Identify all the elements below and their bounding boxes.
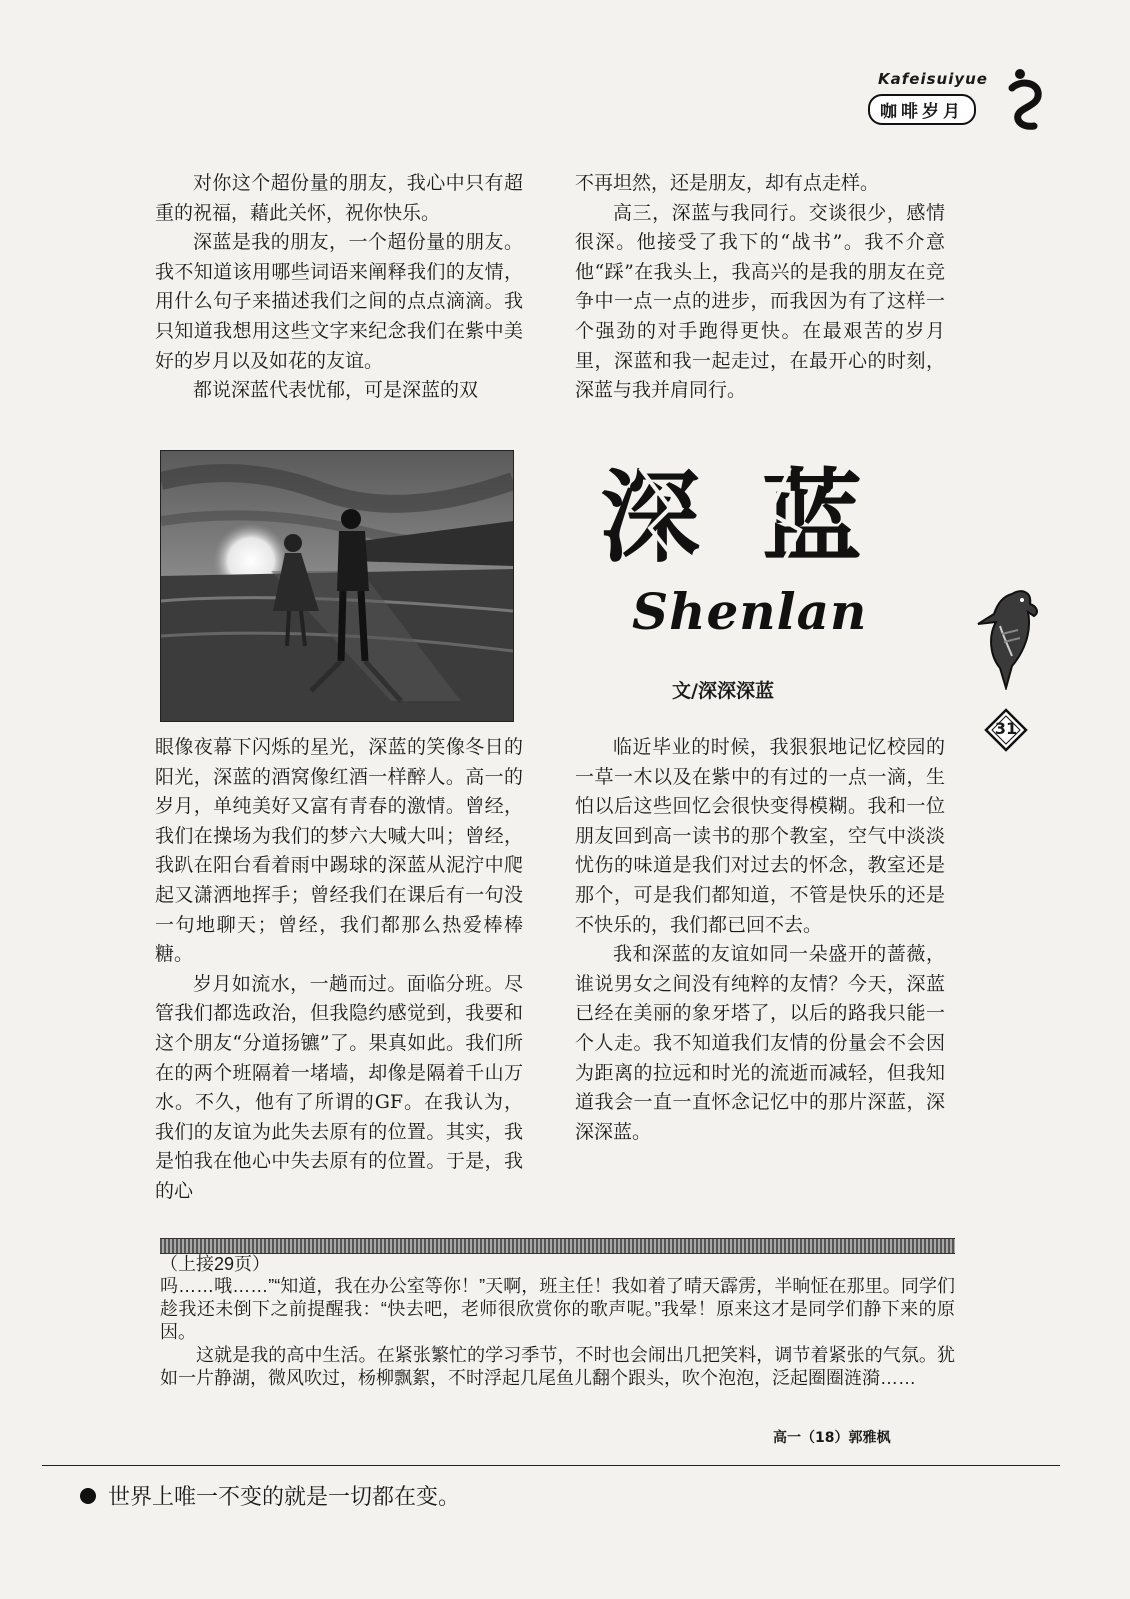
column-name-romanized: Kafeisuiyue xyxy=(878,70,988,88)
column-name-badge: 咖啡岁月 xyxy=(868,94,976,125)
paragraph: 都说深蓝代表忧郁，可是深蓝的双 xyxy=(193,379,479,402)
author-signature: 高一（18）郭雅枫 xyxy=(773,1430,891,1446)
coffee-cup-logo-icon xyxy=(1006,66,1046,132)
footer-motto: 世界上唯一不变的就是一切都在变。 xyxy=(108,1484,461,1509)
paragraph: 深蓝是我的朋友，一个超份量的朋友。我不知道该用哪些词语来阐释我们的友情，用什么句子来描述我们之间的点点滴滴。我只知道我想用这些文字来纪念我们在紫中美好的岁月以及如花的友谊。 xyxy=(155,231,523,372)
paragraph: 岁月如流水，一趟而过。面临分班。尽管我们都选政治，但我隐约感觉到，我要和这个朋友“分道扬镳”了。果真如此。我们所在的两个班隔着一堵墙，却像是隔着千山万水。不久，他有了所谓的GF。在我认为，我们的友谊为此失去原有的位置。其实，我是怕我在他心中失去原有的位置。于是，我的心 xyxy=(155,972,523,1202)
paragraph: 这就是我的高中生活。在紧张繁忙的学习季节，不时也会闹出几把笑料，调节着紧张的气氛。犹如一片静湖，微风吹过，杨柳飘絮，不时浮起几尾鱼儿翻个跟头，吹个泡泡，泛起圈圈涟漪…… xyxy=(160,1345,955,1388)
article-left-column-top xyxy=(155,169,523,406)
article-title-romanized: Shenlan xyxy=(632,582,868,641)
page-number: 31 xyxy=(994,719,1018,738)
illustration-photo xyxy=(160,450,514,722)
paragraph: 不再坦然，还是朋友，却有点走样。 xyxy=(575,172,880,194)
continued-article xyxy=(160,1275,955,1390)
title-crack-decoration xyxy=(600,468,860,578)
paragraph: 对你这个超份量的朋友，我心中只有超重的祝福，藉此关怀，祝你快乐。 xyxy=(155,172,523,224)
article-left-column-bottom xyxy=(155,733,523,1207)
footer-rule xyxy=(42,1465,1060,1466)
article-right-column-top xyxy=(575,169,945,406)
paragraph: 吗……哦……”“知道，我在办公室等你！”天啊，班主任！我如着了晴天霹雳，半晌怔在那里。同学们趁我还未倒下之前提醒我：“快去吧，老师很欣赏你的歌声呢。”我晕！原来这才是同学们静下来的原因。 xyxy=(160,1276,955,1342)
bullet-icon xyxy=(80,1488,96,1504)
bird-icon xyxy=(972,586,1044,690)
paragraph: 眼像夜幕下闪烁的星光，深蓝的笑像冬日的阳光，深蓝的酒窝像红酒一样醉人。高一的岁月，单纯美好又富有青春的激情。曾经，我们在操场为我们的梦六大喊大叫；曾经，我趴在阳台看着雨中踢球的深蓝从泥泞中爬起又潇洒地挥手；曾经我们在课后有一句没一句地聊天；曾经，我们都那么热爱棒棒糖。 xyxy=(155,736,523,966)
continued-from-tag: （上接29页） xyxy=(160,1254,271,1274)
paragraph: 临近毕业的时候，我狠狠地记忆校园的一草一木以及在紫中的有过的一点一滴，生怕以后这些回忆会很快变得模糊。我和一位朋友回到高一读书的那个教室，空气中淡淡忧伤的味道是我们对过去的怀念，教室还是那个，可是我们都知道，不管是快乐的还是不快乐的，我们都已回不去。 xyxy=(575,736,945,936)
article-byline: 文/深深深蓝 xyxy=(672,680,774,702)
article-right-column-bottom xyxy=(575,733,945,1147)
paragraph: 我和深蓝的友谊如同一朵盛开的蔷薇，谁说男女之间没有纯粹的友情？今天，深蓝已经在美丽的象牙塔了，以后的路我只能一个人走。我不知道我们友情的份量会不会因为距离的拉远和时光的流逝而减轻，但我知道我会一直一直怀念记忆中的那片深蓝，深深深蓝。 xyxy=(575,943,945,1143)
article-title: 深蓝 xyxy=(600,459,924,576)
paragraph: 高三，深蓝与我同行。交谈很少，感情很深。他接受了我下的“战书”。我不介意他“踩”在我头上，我高兴的是我的朋友在竞争中一点一点的进步，而我因为有了这样一个强劲的对手跑得更快。在最艰苦的岁月里，深蓝和我一起走过，在最开心的时刻，深蓝与我并肩同行。 xyxy=(575,201,945,402)
page-number-badge xyxy=(984,708,1028,752)
section-divider xyxy=(160,1238,955,1254)
